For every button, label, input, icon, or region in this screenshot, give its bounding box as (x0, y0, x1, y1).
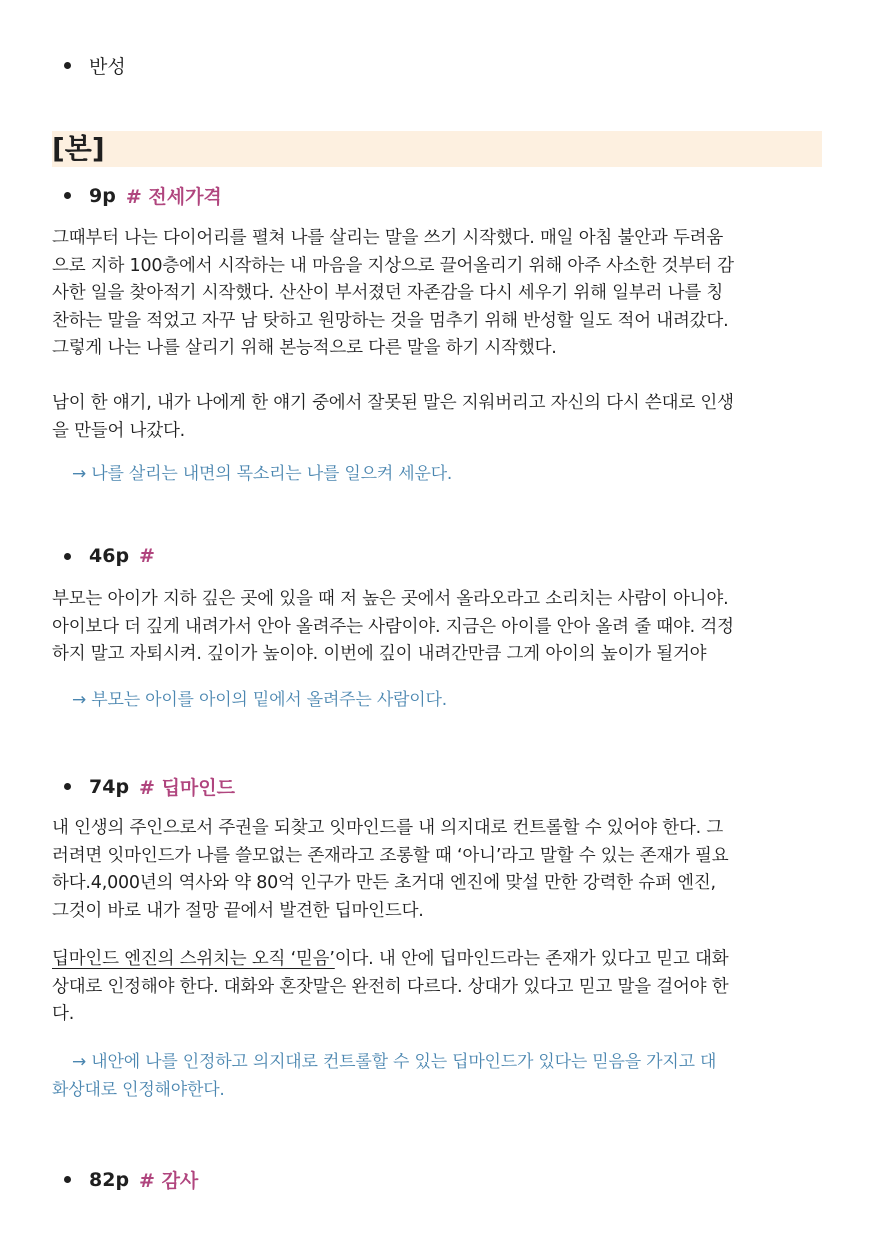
text-segment: 이다. 내 안에 딥마인드라는 존재가 있다고 믿고 대화 (334, 949, 729, 969)
text-line: 상대로 인정해야 한다. 대화와 혼잣말은 완전히 다르다. 상대가 있다고 믿고 말을 걸어야 한 (52, 976, 729, 997)
text-line: 그렇게 나는 나를 살리기 위해 본능적으로 다른 말을 하기 시작했다. (52, 338, 557, 358)
text-line: 아이보다 더 깊게 내려가서 안아 올려주는 사람이야. 지금은 아이를 안아 올려 줄 때야. 걱정 (52, 616, 734, 637)
text-line: 으로 지하 100층에서 시작하는 내 마음을 지상으로 끌어올리기 위해 아주 사소한 것부터 감 (52, 255, 734, 276)
text-line: 다. (52, 1004, 75, 1024)
entry-74p-note (52, 1048, 822, 1104)
note-line: → 나를 살리는 내면의 목소리는 나를 일으켜 세운다. (72, 464, 453, 484)
entry-82p-heading (64, 1166, 198, 1193)
entry-74p-paragraph-2 (52, 946, 822, 1029)
entry-9p-note (52, 460, 822, 488)
text-line (52, 946, 822, 974)
entry-page: 46p (89, 545, 130, 567)
note-line: 화상대로 인정해야한다. (52, 1080, 225, 1100)
entry-9p-paragraph-1 (52, 225, 822, 363)
entry-9p-heading (64, 182, 222, 209)
text-line: 그것이 바로 내가 절망 끝에서 발견한 딥마인드다. (52, 900, 424, 921)
bullet-dot (64, 1176, 71, 1183)
entry-page: 9p (89, 184, 116, 207)
text-line: 을 만들어 나갔다. (52, 420, 186, 441)
bullet-dot (64, 192, 71, 199)
text-line: 그때부터 나는 다이어리를 펼쳐 나를 살리는 말을 쓰기 시작했다. 매일 아침 불안과 두려움 (52, 228, 724, 248)
entry-tag: # 전세가격 (125, 186, 222, 208)
entry-tag: # (139, 545, 155, 567)
entry-tag: # 딥마인드 (139, 777, 235, 799)
entry-74p-paragraph-1 (52, 815, 822, 925)
bullet-text: 반성 (89, 56, 126, 78)
text-line: 러려면 잇마인드가 나를 쓸모없는 존재라고 조롱할 때 ‘아니’라고 말할 수 있는 존재가 필요 (52, 845, 729, 866)
text-line: 내 인생의 주인으로서 주권을 되찾고 잇마인드를 내 의지대로 컨트롤할 수 있어야 한다. 그 (52, 818, 724, 838)
text-line: 찬하는 말을 적었고 자꾸 남 탓하고 원망하는 것을 멈추기 위해 반성할 일도 적어 내려갔다. (52, 310, 729, 331)
section-heading: [본] (52, 131, 822, 167)
underlined-text: 딥마인드 엔진의 스위치는 오직 ‘믿음’ (52, 949, 335, 969)
entry-tag: # 감사 (139, 1170, 199, 1192)
bullet-dot (64, 553, 71, 560)
text-line: 부모는 아이가 지하 깊은 곳에 있을 때 저 높은 곳에서 올라오라고 소리치는 사람이 아니야. (52, 589, 729, 609)
entry-page: 74p (89, 775, 130, 798)
note-line: → 부모는 아이를 아이의 밑에서 올려주는 사람이다. (72, 690, 447, 710)
bullet-dot (64, 783, 71, 790)
entry-46p-paragraph-1 (52, 586, 822, 669)
bullet-dot (64, 62, 71, 69)
text-line: 남이 한 얘기, 내가 나에게 한 얘기 중에서 잘못된 말은 지워버리고 자신의 다시 쓴대로 인생 (52, 393, 734, 413)
entry-74p-heading (64, 773, 235, 800)
note-line: → 내안에 나를 인정하고 의지대로 컨트롤할 수 있는 딥마인드가 있다는 믿음을 가지고 대 (72, 1052, 717, 1072)
bullet-top (64, 52, 126, 79)
entry-9p-paragraph-2 (52, 390, 822, 445)
text-line: 사한 일을 찾아적기 시작했다. 산산이 부서졌던 자존감을 다시 세우기 위해 일부러 나를 칭 (52, 283, 724, 303)
entry-46p-heading (64, 545, 155, 567)
entry-46p-note (52, 686, 822, 714)
text-line: 하다.4,000년의 역사와 약 80억 인구가 만든 초거대 엔진에 맞설 만한 강력한 슈퍼 엔진, (52, 873, 716, 893)
text-line: 하지 말고 자퇴시켜. 깊이가 높이야. 이번에 깊이 내려간만큼 그게 아이의 높이가 될거야 (52, 644, 707, 664)
entry-page: 82p (89, 1168, 130, 1191)
